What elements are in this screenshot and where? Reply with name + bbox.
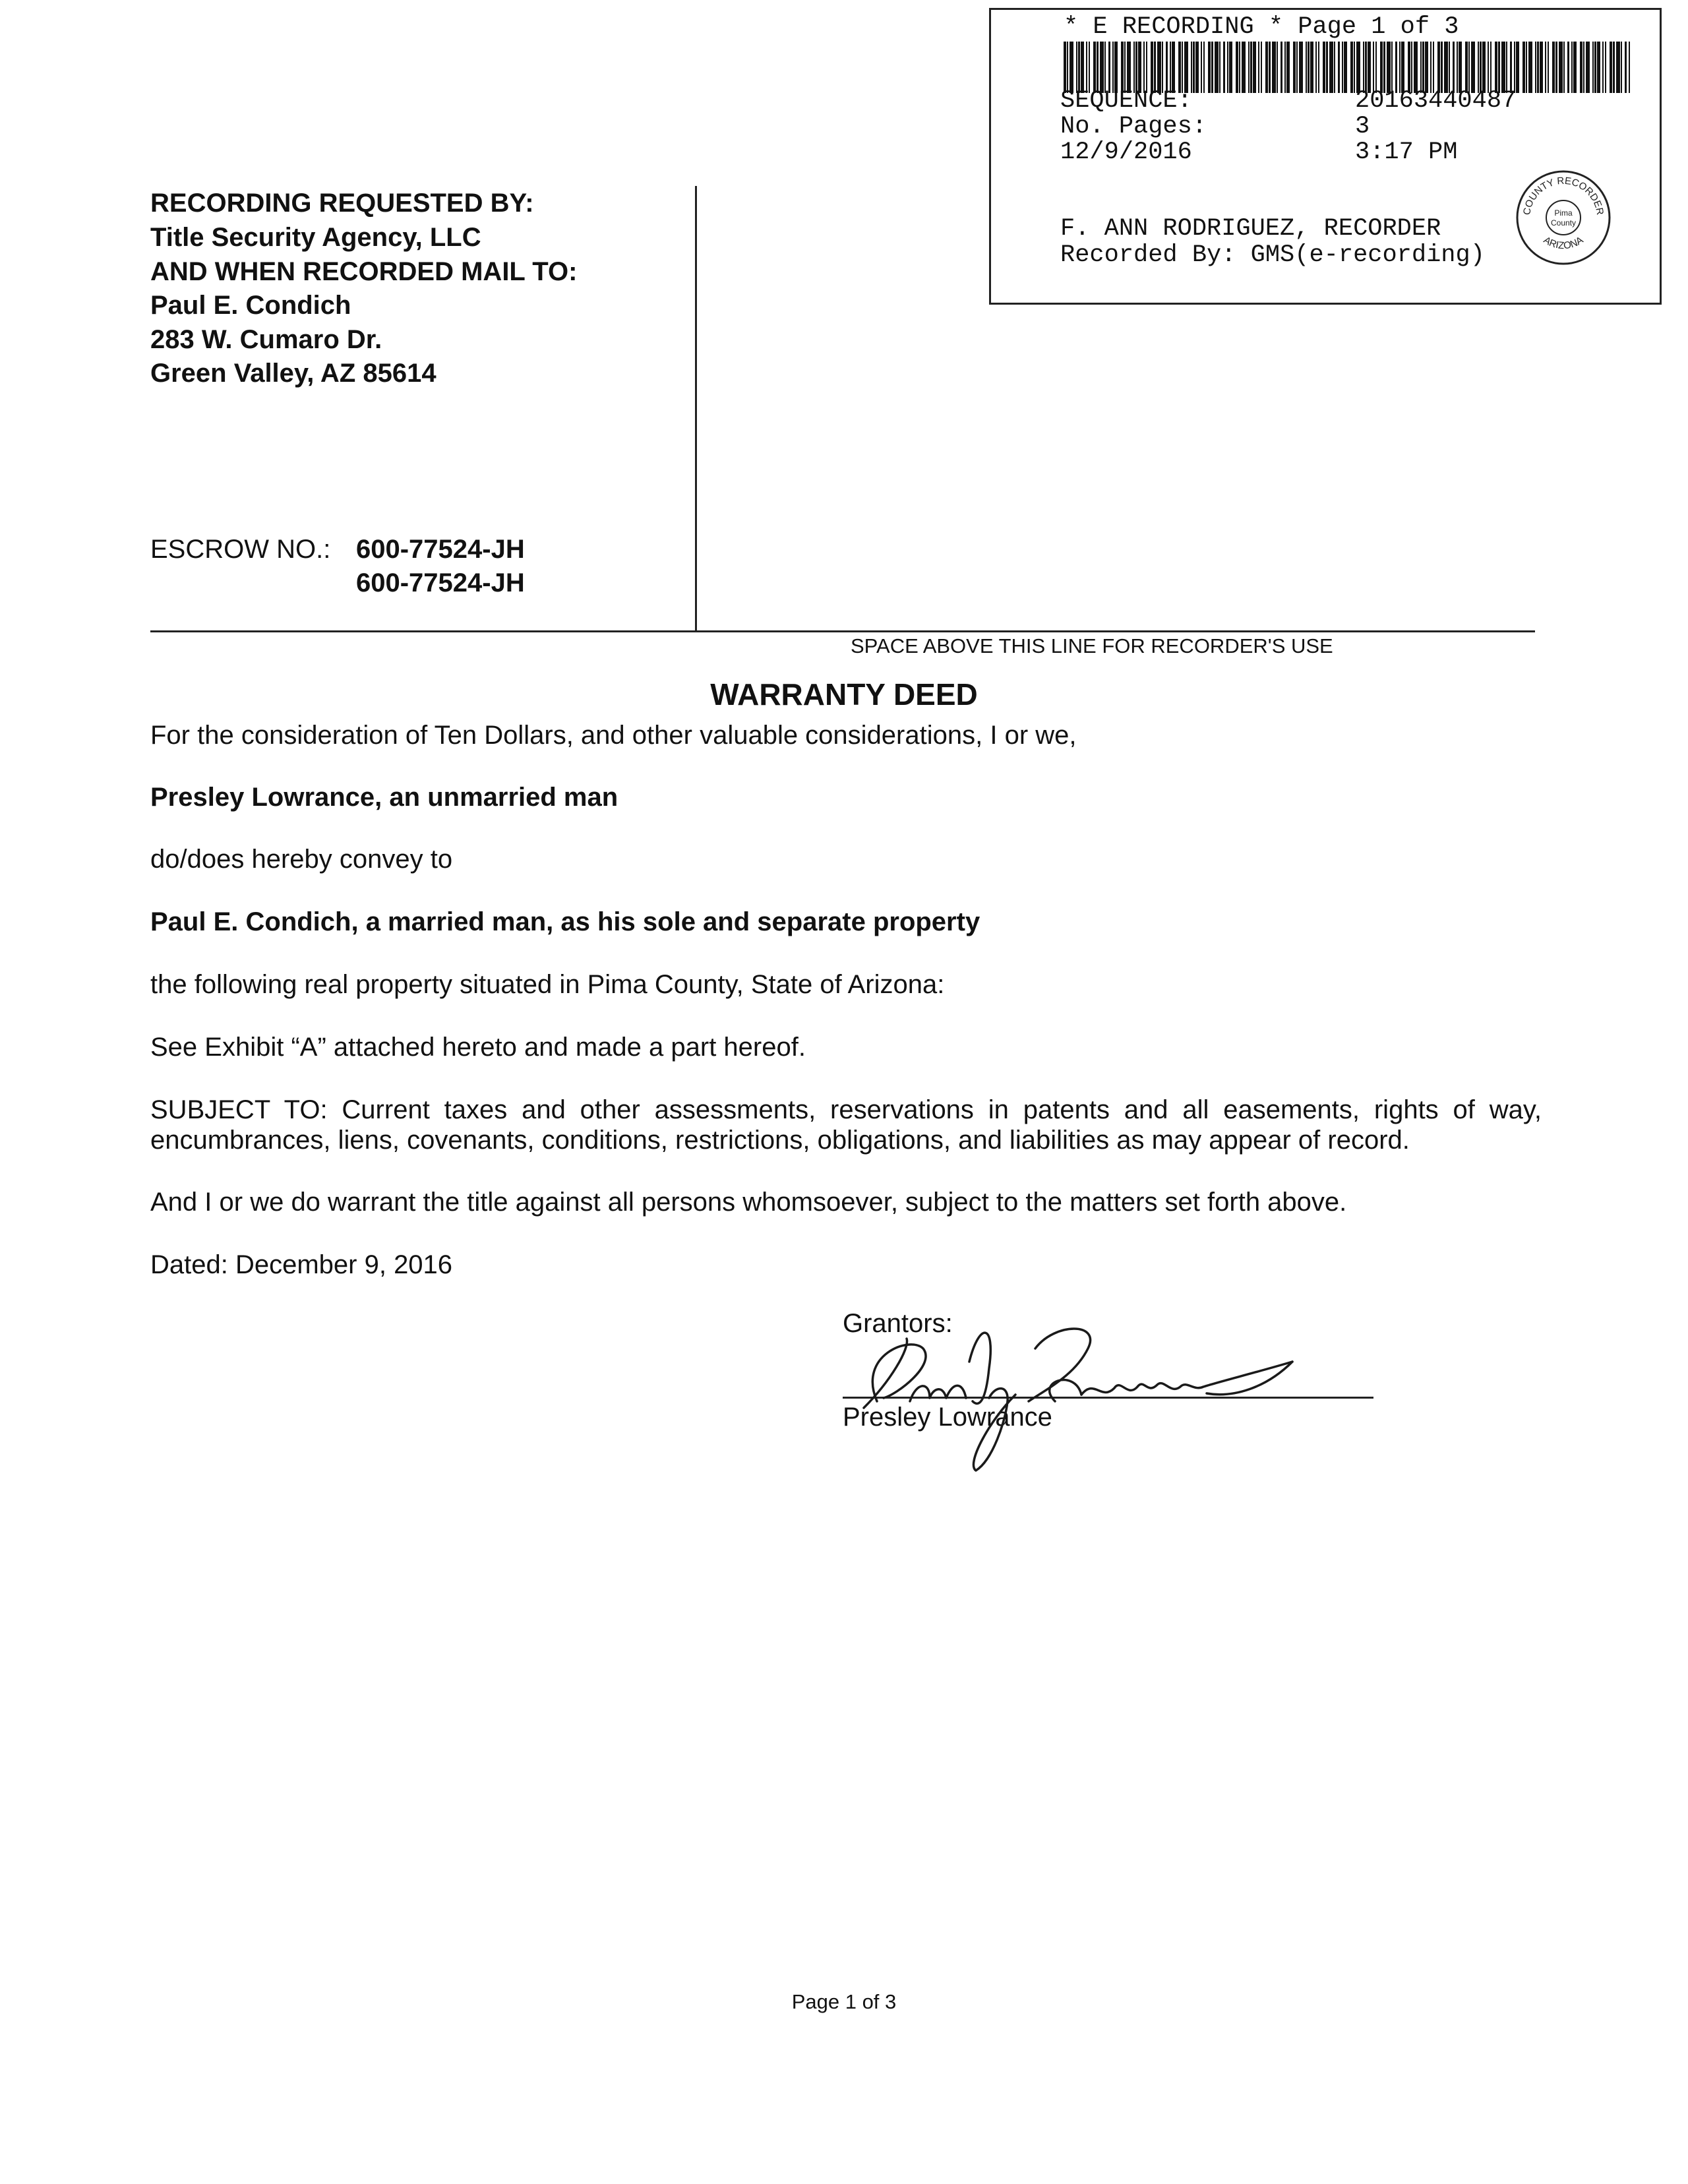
handwritten-signature bbox=[837, 1309, 1325, 1474]
recorder-name: F. ANN RODRIGUEZ, RECORDER bbox=[1060, 215, 1441, 243]
escrow-label: ESCROW NO.: bbox=[150, 535, 331, 564]
mail-to-address-line-2: Green Valley, AZ 85614 bbox=[150, 359, 437, 388]
convey-phrase: do/does hereby convey to bbox=[150, 845, 453, 874]
mail-to-label: AND WHEN RECORDED MAIL TO: bbox=[150, 257, 578, 286]
recording-date: 12/9/2016 bbox=[1060, 138, 1192, 166]
mail-to-address-line-1: 283 W. Cumaro Dr. bbox=[150, 325, 382, 354]
recording-requested-label: RECORDING REQUESTED BY: bbox=[150, 189, 534, 218]
escrow-number: 600-77524-JH bbox=[356, 535, 525, 564]
recorder-stamp-box bbox=[989, 8, 1662, 305]
seal-text-center-1: Pima bbox=[1554, 208, 1573, 218]
seal-text-top: COUNTY RECORDER bbox=[1521, 175, 1606, 216]
recording-time: 3:17 PM bbox=[1355, 138, 1458, 166]
grantor-name: Presley Lowrance, an unmarried man bbox=[150, 783, 618, 812]
pages-label: No. Pages: bbox=[1060, 113, 1207, 140]
vertical-divider bbox=[695, 186, 697, 631]
page-indicator: Page 1 of 3 bbox=[791, 1990, 897, 2013]
grantee-name: Paul E. Condich, a married man, as his sole and separate property bbox=[150, 907, 980, 936]
recording-header: * E RECORDING * Page 1 of 3 bbox=[1064, 13, 1459, 41]
pages-value: 3 bbox=[1355, 113, 1370, 140]
sequence-value: 20163440487 bbox=[1355, 87, 1517, 115]
escrow-number: 600-77524-JH bbox=[356, 568, 525, 597]
dated-line: Dated: December 9, 2016 bbox=[150, 1250, 453, 1279]
property-location: the following real property situated in Pima County, State of Arizona: bbox=[150, 970, 945, 999]
document-title: WARRANTY DEED bbox=[710, 677, 978, 712]
sequence-label: SEQUENCE: bbox=[1060, 87, 1192, 115]
warranty-statement: And I or we do warrant the title against all persons whomsoever, subject to the matters set forth above. bbox=[150, 1188, 1347, 1217]
grantors-label: Grantors: bbox=[843, 1309, 953, 1338]
seal-text-bottom: ARIZONA bbox=[1541, 234, 1586, 252]
recording-requested-by: Title Security Agency, LLC bbox=[150, 223, 481, 252]
seal-text-center-2: County bbox=[1550, 218, 1577, 228]
exhibit-reference: See Exhibit “A” attached hereto and made a part hereof. bbox=[150, 1033, 806, 1062]
consideration-clause: For the consideration of Ten Dollars, and other valuable considerations, I or we, bbox=[150, 721, 1077, 750]
recorder-space-line bbox=[150, 630, 1535, 632]
barcode bbox=[1064, 42, 1631, 93]
county-recorder-seal bbox=[1515, 169, 1612, 266]
grantor-printed-name: Presley Lowrance bbox=[843, 1403, 1052, 1432]
subject-to-clause: SUBJECT TO: Current taxes and other assessments, reservations in patents and all easements, rights of way, encumbrances, liens, covenants, conditions, restrictions, obligations, and liabilities as may appear of record. bbox=[150, 1095, 1542, 1155]
recorder-space-note: SPACE ABOVE THIS LINE FOR RECORDER'S USE bbox=[851, 634, 1333, 657]
mail-to-name: Paul E. Condich bbox=[150, 291, 351, 320]
recorded-by: Recorded By: GMS(e-recording) bbox=[1060, 241, 1485, 269]
